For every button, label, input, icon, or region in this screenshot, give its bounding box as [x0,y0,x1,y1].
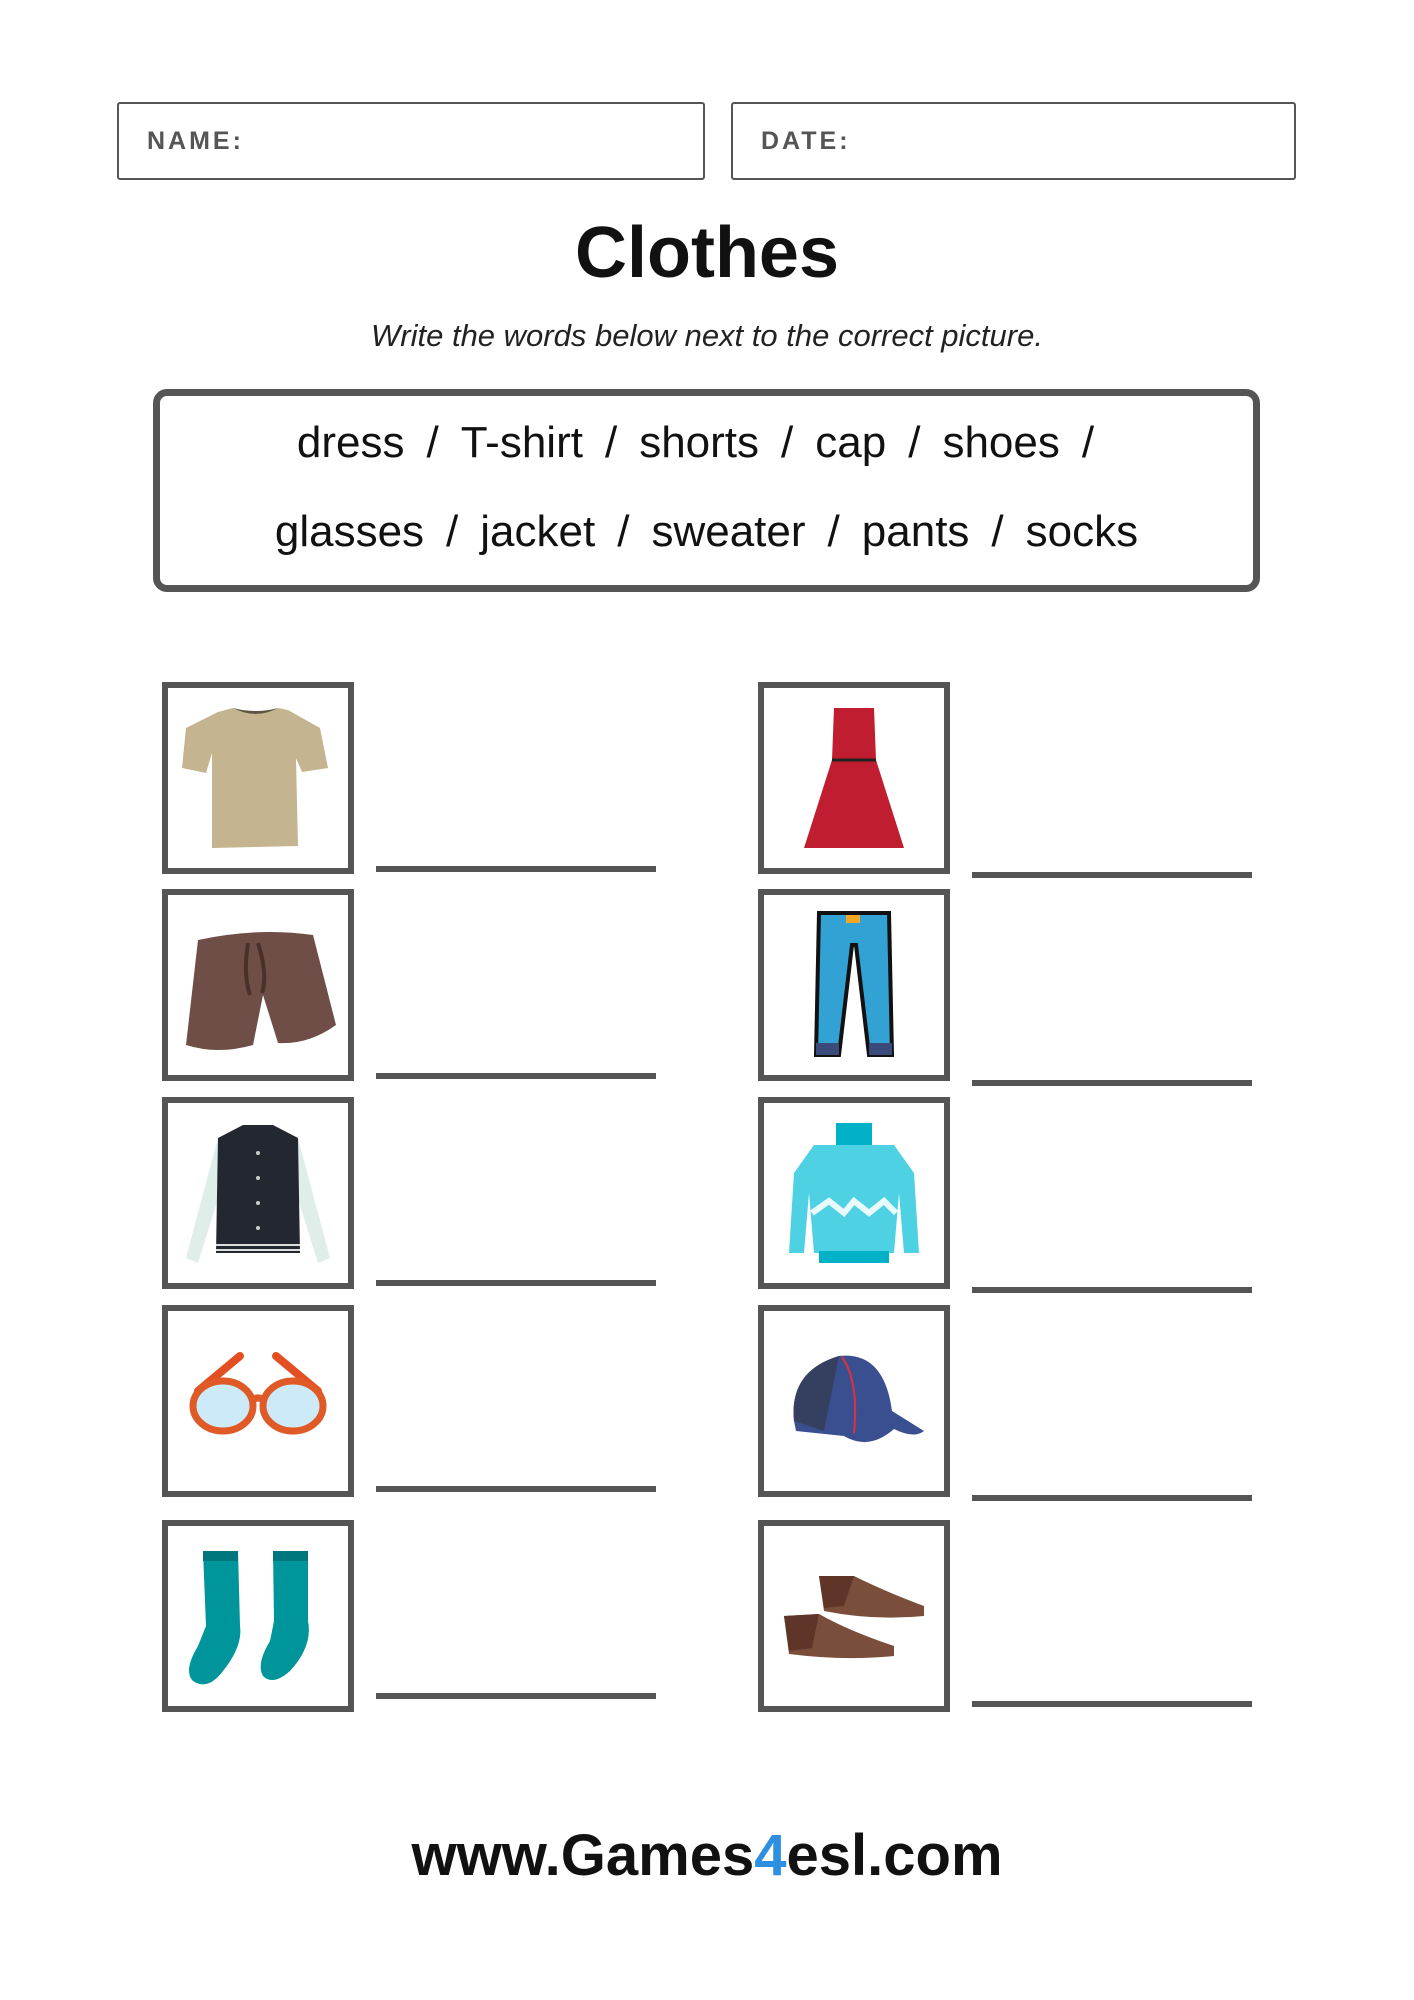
shoes-icon [774,1536,934,1696]
word-bank [153,389,1260,592]
answer-line[interactable] [972,1287,1252,1293]
shorts-icon [178,905,338,1065]
cap-picture [758,1305,950,1497]
cap-icon [774,1321,934,1481]
answer-line[interactable] [376,866,656,872]
sweater-picture [758,1097,950,1289]
separator: / [604,418,618,467]
separator: / [426,418,439,467]
word: jacket [480,507,596,556]
word: glasses [274,507,425,556]
t-shirt-picture [162,682,354,874]
separator: / [827,507,840,556]
word: sweater [651,507,806,556]
socks-picture [162,1520,354,1712]
instructions: Write the words below next to the correct picture. [371,318,1043,353]
word: shoes [942,418,1060,467]
dress-picture [758,682,950,874]
sweater-icon [774,1113,934,1273]
word: cap [815,418,887,467]
glasses-picture [162,1305,354,1497]
answer-line[interactable] [376,1693,656,1699]
url-part: www.Games [411,1823,755,1888]
answer-line[interactable] [376,1073,656,1079]
answer-line[interactable] [972,1701,1252,1707]
date-field[interactable] [731,102,1296,180]
url-accent: 4 [754,1823,787,1888]
socks-icon [178,1536,338,1696]
pants-icon [774,905,934,1065]
name-label: NAME: [147,126,244,155]
jacket-icon [178,1113,338,1273]
word: dress [296,418,405,467]
page-title: Clothes [574,213,840,293]
separator: / [991,507,1004,556]
word-bank-row-2 [160,507,1253,557]
word: pants [861,507,970,556]
word: shorts [639,418,760,467]
answer-line[interactable] [972,1080,1252,1086]
pants-picture [758,889,950,1081]
separator: / [617,507,630,556]
word: T-shirt [460,418,583,467]
separator: / [781,418,794,467]
answer-line[interactable] [376,1280,656,1286]
url-part: esl.com [786,1823,1003,1888]
separator: / [1081,418,1095,467]
separator: / [908,418,921,467]
separator: / [446,507,459,556]
shorts-picture [162,889,354,1081]
answer-line[interactable] [376,1486,656,1492]
jacket-picture [162,1097,354,1289]
t-shirt-icon [178,698,338,858]
website-url [0,1822,1414,1889]
dress-icon [774,698,934,858]
answer-line[interactable] [972,872,1252,878]
answer-line[interactable] [972,1495,1252,1501]
date-label: DATE: [761,126,851,155]
glasses-icon [178,1321,338,1481]
word-bank-row-1 [160,418,1253,468]
word: socks [1025,507,1139,556]
shoes-picture [758,1520,950,1712]
name-field[interactable] [117,102,705,180]
